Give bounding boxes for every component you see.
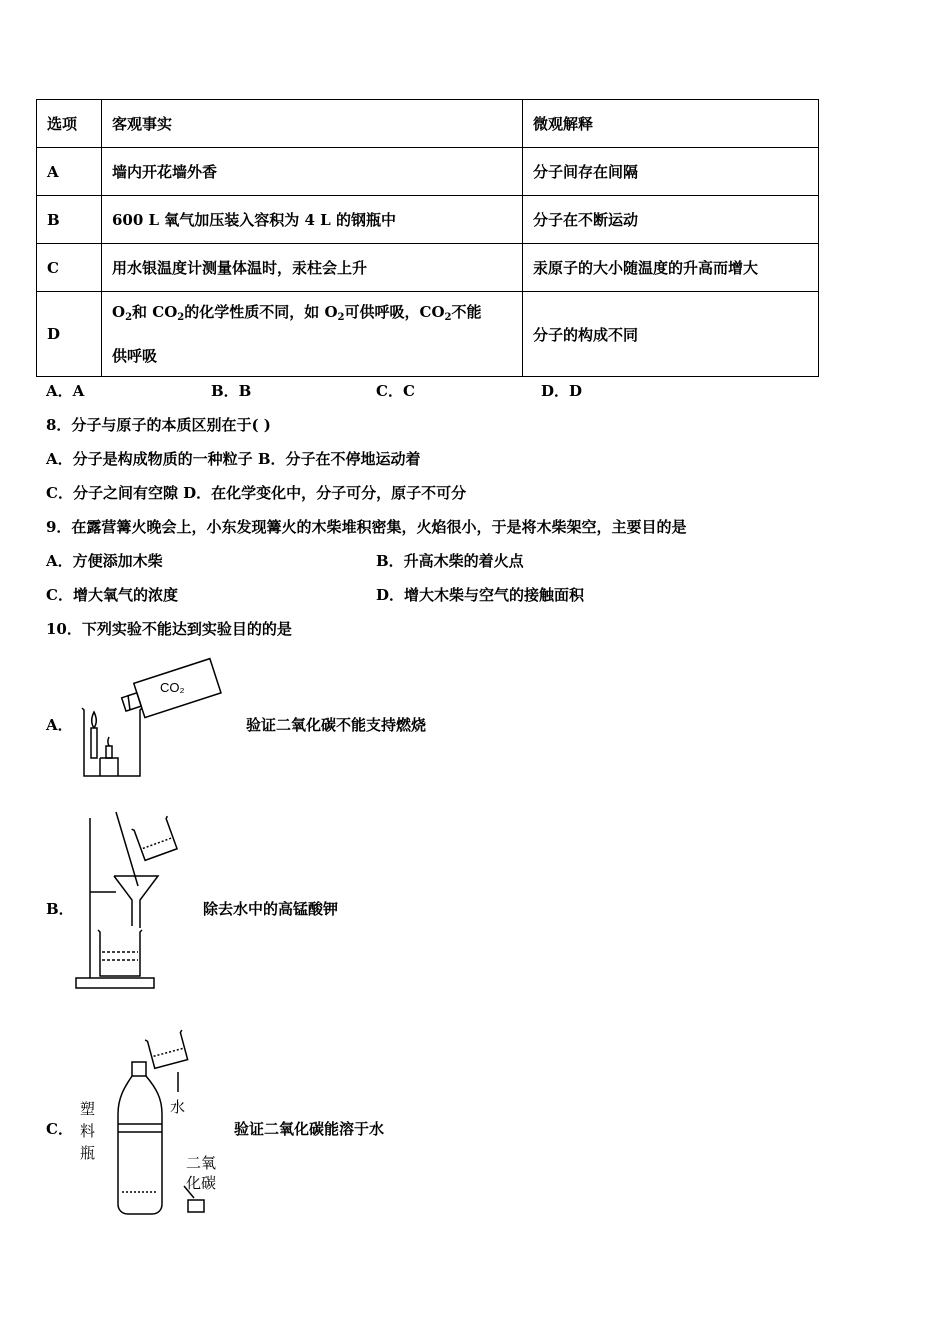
q10-option-a-text: 验证二氧化碳不能支持燃烧 xyxy=(246,716,427,734)
q10-option-b-text: 除去水中的高锰酸钾 xyxy=(203,900,339,918)
filtration-apparatus-figure xyxy=(74,808,184,992)
water-label: 水 xyxy=(170,1099,186,1116)
q7-choice-d: D．D xyxy=(541,382,583,400)
row-b-option: B xyxy=(37,196,102,244)
q9-option-a: A．方便添加木柴 xyxy=(46,552,163,570)
co2-beaker-candles-figure xyxy=(78,650,228,780)
q7-choice-a: A．A xyxy=(46,382,85,400)
q10-option-c-text: 验证二氧化碳能溶于水 xyxy=(234,1120,385,1138)
q10-option-c-label: C． xyxy=(46,1120,73,1138)
row-a-option: A xyxy=(37,148,102,196)
gas-label-2: 化碳 xyxy=(186,1175,217,1192)
row-d-option: D xyxy=(37,292,102,377)
q8-options-line2: C．分子之间有空隙 D．在化学变化中，分子可分，原子不可分 xyxy=(46,484,467,502)
row-b-explain: 分子在不断运动 xyxy=(523,196,819,244)
row-c-explain: 汞原子的大小随温度的升高而增大 xyxy=(523,244,819,292)
q9-option-c: C．增大氧气的浓度 xyxy=(46,586,178,604)
row-d-fact xyxy=(102,292,523,377)
co2-label: CO₂ xyxy=(160,680,185,695)
question-7-table xyxy=(36,99,819,377)
bottle-label-1: 塑 xyxy=(80,1101,96,1118)
header-explain: 微观解释 xyxy=(523,100,819,148)
row-b-fact: 600 L 氧气加压装入容积为 4 L 的钢瓶中 xyxy=(102,196,523,244)
row-d-fact-line1: $O_2$和 $CO_2$的化学性质不同，如 $O_2$可供呼吸，$CO_2$不能 xyxy=(112,303,482,323)
q10-option-a-label: A． xyxy=(46,716,73,734)
q10-stem: 10．下列实验不能达到实验目的的是 xyxy=(46,620,292,638)
q7-choice-c: C．C xyxy=(376,382,415,400)
row-a-explain: 分子间存在间隔 xyxy=(523,148,819,196)
gas-label-1: 二氧 xyxy=(186,1155,217,1172)
row-c-option: C xyxy=(37,244,102,292)
q7-choice-b: B．B xyxy=(211,382,252,400)
header-fact: 客观事实 xyxy=(102,100,523,148)
bottle-label-2: 料 xyxy=(80,1123,96,1140)
q10-option-b-label: B． xyxy=(46,900,74,918)
q8-stem: 8．分子与原子的本质区别在于( ) xyxy=(46,416,271,434)
row-a-fact: 墙内开花墙外香 xyxy=(102,148,523,196)
q9-option-b: B．升高木柴的着火点 xyxy=(376,552,524,570)
bottle-label-3: 瓶 xyxy=(80,1145,96,1162)
header-option: 选项 xyxy=(37,100,102,148)
row-c-fact: 用水银温度计测量体温时，汞柱会上升 xyxy=(102,244,523,292)
q8-options-line1: A．分子是构成物质的一种粒子 B．分子在不停地运动着 xyxy=(46,450,421,468)
plastic-bottle-figure xyxy=(74,1028,234,1224)
row-d-explain: 分子的构成不同 xyxy=(523,292,819,377)
q9-stem: 9．在露营篝火晚会上，小东发现篝火的木柴堆积密集，火焰很小，于是将木柴架空，主要目的是 xyxy=(46,518,687,536)
q9-option-d: D．增大木柴与空气的接触面积 xyxy=(376,586,585,604)
row-d-fact-line2: 供呼吸 xyxy=(112,347,158,365)
